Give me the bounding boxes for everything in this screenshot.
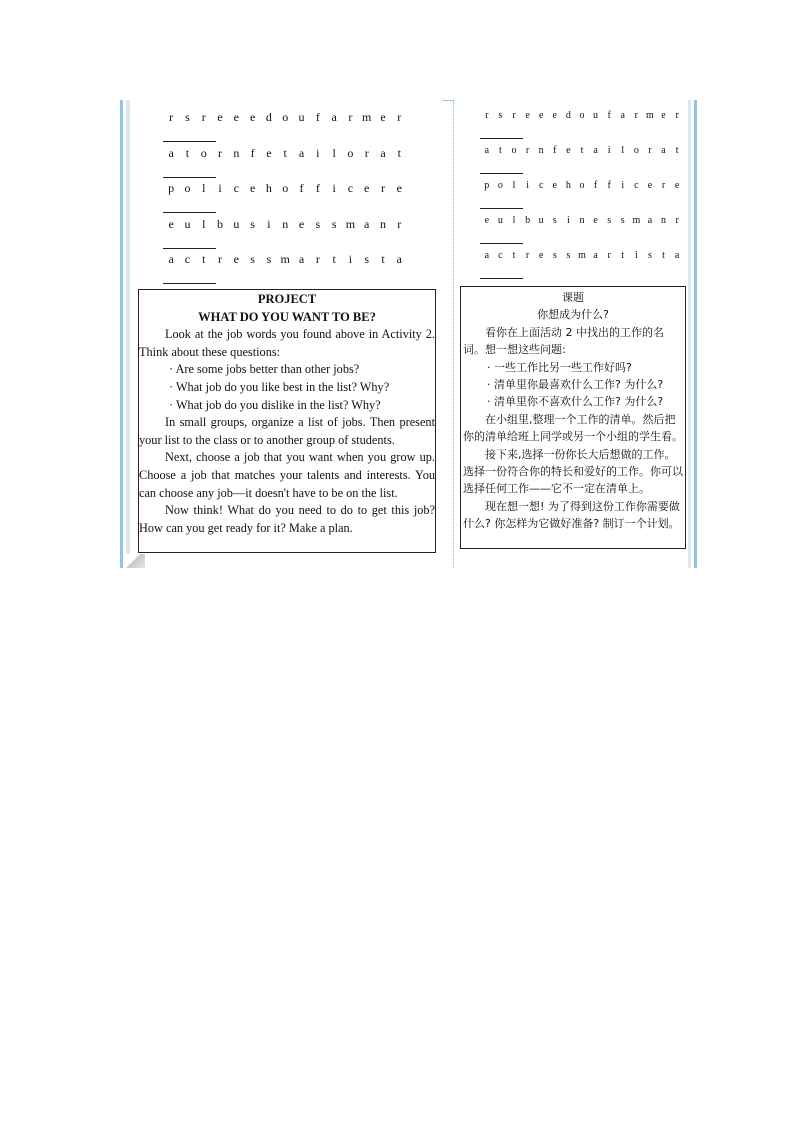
- answer-blank-line: [480, 138, 523, 139]
- answer-blank-line: [480, 173, 523, 174]
- project-intro-zh: 看你在上面活动 2 中找出的工作的名词。想一想这些问题:: [463, 325, 664, 357]
- left-page: [120, 100, 454, 568]
- answer-blank-line: [163, 141, 216, 142]
- book-spread: [120, 100, 696, 568]
- project-box-chinese: [460, 286, 686, 549]
- question-2-zh: · 清单里你最喜欢什么工作? 为什么?: [487, 378, 664, 392]
- paragraph-plan: Now think! What do you need to do to get this job? How can you get ready for it? Make a plan.: [139, 503, 435, 535]
- right-page: [453, 100, 697, 568]
- paragraph-choose-job-zh: 接下来,选择一份你长大后想做的工作。选择一份符合你的特长和爱好的工作。你可以选择任何工作——它不一定在清单上。: [463, 447, 683, 496]
- puzzle-row: p o l i c e h o f f i c e r e: [168, 181, 402, 195]
- project-box-english: [138, 289, 436, 553]
- puzzle-row: a t o r n f e t a i l o r a t: [168, 145, 401, 160]
- question-1: · Are some jobs better than other jobs?: [169, 362, 360, 377]
- paragraph-groups-zh: 在小组里,整理一个工作的清单。然后把你的清单给班上同学或另一个小组的学生看。: [463, 412, 683, 444]
- puzzle-row: e u l b u s i n e s s m a n r: [168, 216, 402, 231]
- puzzle-row: a c t r e s s m a r t i s t a: [168, 252, 402, 266]
- paragraph-groups: In small groups, organize a list of jobs. Then present your list to the class or to another group of students.: [139, 415, 435, 447]
- question-3: · What job do you dislike in the list? Why?: [169, 397, 381, 412]
- answer-blank-line: [480, 278, 523, 279]
- puzzle-row: r s r e e e d o u f a r m e r: [485, 110, 679, 121]
- page-edge-shadow: [126, 100, 130, 568]
- question-1-zh: · 一些工作比另一些工作好吗?: [487, 360, 632, 374]
- project-intro: Look at the job words you found above in Activity 2. Think about these questions:: [139, 327, 435, 359]
- paragraph-choose-job: Next, choose a job that you want when you grow up. Choose a job that matches your talents and interests. You can choose any job—it doesn't have to be on the list.: [139, 450, 435, 500]
- answer-blank-line: [480, 243, 523, 244]
- project-heading-zh: 课题: [562, 291, 584, 304]
- project-subheading: WHAT DO YOU WANT TO BE?: [198, 309, 376, 324]
- puzzle-row: p o l i c e h o f f i c e r e: [484, 180, 680, 191]
- puzzle-row: a c t r e s s m a r t i s t a: [484, 250, 680, 261]
- answer-blank-line: [480, 208, 523, 209]
- puzzle-row: r s r e e e d o u f a r m e r: [169, 110, 402, 124]
- question-2: · What job do you like best in the list? Why?: [169, 379, 390, 394]
- paragraph-plan-zh: 现在想一想! 为了得到这份工作你需要做什么? 你怎样为它做好准备? 制订一个计划。: [463, 499, 680, 531]
- page-curl-corner: [123, 554, 145, 568]
- question-3-zh: · 清单里你不喜欢什么工作? 为什么?: [487, 395, 664, 409]
- answer-blank-line: [163, 248, 216, 249]
- puzzle-row: a t o r n f e t a i l o r a t: [484, 145, 679, 156]
- project-subheading-zh: 你想成为什么?: [537, 308, 609, 322]
- project-heading: PROJECT: [257, 292, 317, 306]
- page-edge-shadow: [688, 100, 691, 568]
- puzzle-row: e u l b u s i n e s s m a n r: [484, 215, 679, 226]
- answer-blank-line: [163, 212, 216, 213]
- answer-blank-line: [163, 177, 216, 178]
- answer-blank-line: [163, 283, 216, 284]
